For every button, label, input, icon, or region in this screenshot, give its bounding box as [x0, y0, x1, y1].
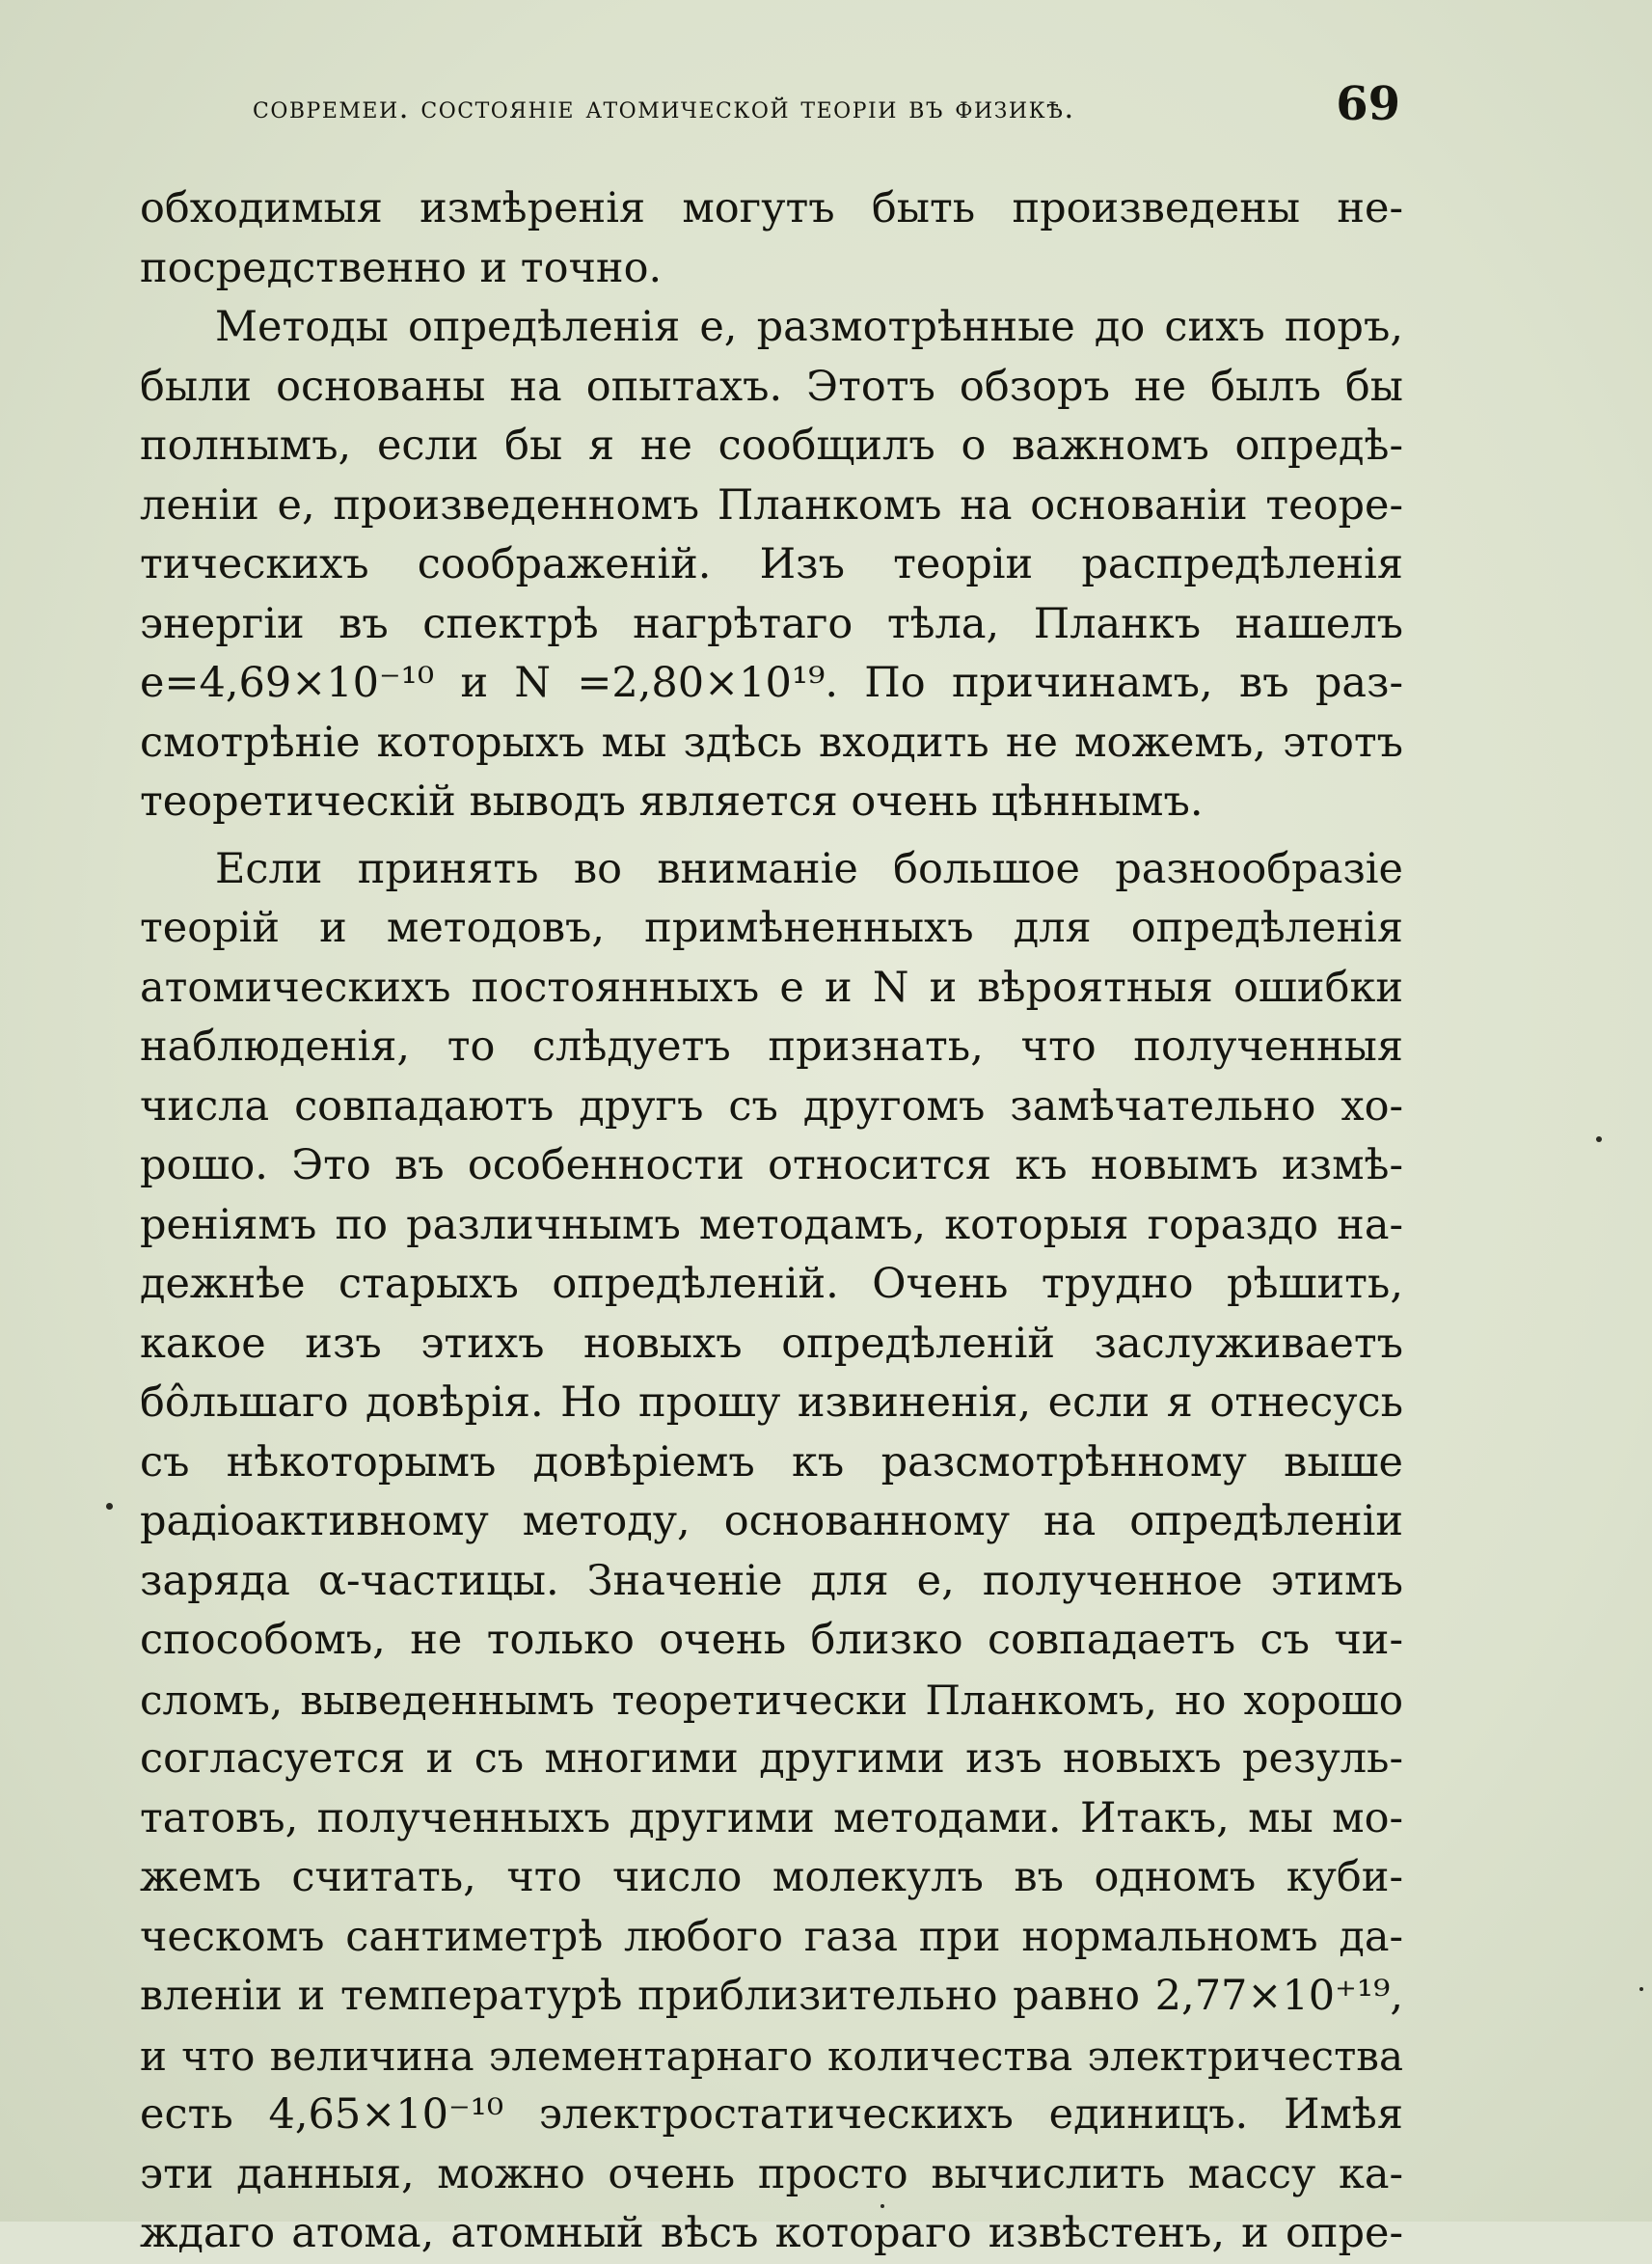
text-line: теорій и методовъ, примѣненныхъ для опредѣленія: [140, 904, 1403, 952]
text-line: леніи e, произведенномъ Планкомъ на основаніи теоре-: [140, 480, 1403, 530]
text-line: эти данныя, можно очень просто вычислить массу ка-: [140, 2149, 1403, 2198]
text-line: числа совпадаютъ другъ съ другомъ замѣчательно хо-: [140, 1081, 1403, 1131]
scan-speck: [880, 2204, 884, 2208]
text-line: реніямъ по различнымъ методамъ, которыя гораздо на-: [140, 1200, 1403, 1249]
text-line: есть 4,65×10⁻¹⁰ электростатическихъ единицъ. Имѣя: [140, 2090, 1403, 2139]
page-number: 69: [1336, 77, 1400, 131]
text-line: согласуется и съ многими другими изъ новыхъ резуль-: [140, 1734, 1403, 1783]
text-line: бо̂льшаго довѣрія. Но прошу извиненія, если я отнесусь: [140, 1378, 1403, 1427]
text-line: радіоактивному методу, основанному на опредѣленіи: [140, 1497, 1403, 1545]
paragraph: [140, 840, 1403, 2264]
text-line: полнымъ, если бы я не сообщилъ о важномъ опредѣ-: [140, 422, 1403, 470]
paragraph: [140, 298, 1403, 832]
text-line: вленіи и температурѣ приблизительно равно 2,77×10⁺¹⁹,: [140, 1972, 1403, 2020]
text-line: наблюденія, то слѣдуетъ признать, что полученныя: [140, 1023, 1403, 1071]
text-line: e=4,69×10⁻¹⁰ и N =2,80×10¹⁹. По причинамъ, въ раз-: [140, 659, 1403, 707]
running-title: совремеи. состояніе атомической теоріи въ физикѣ.: [253, 91, 1075, 125]
text-line: тическихъ соображеній. Изъ теоріи распредѣленія: [140, 540, 1403, 588]
text-line: жемъ считать, что число молекулъ въ одномъ куби-: [140, 1853, 1403, 1901]
text-line: рошо. Это въ особенности относится къ новымъ измѣ-: [140, 1141, 1403, 1189]
page-header: [253, 77, 1400, 145]
text-line: теоретическій выводъ является очень цѣннымъ.: [140, 777, 1204, 826]
text-line: Если принять во вниманіе большое разнообразіе: [215, 844, 1403, 893]
text-line: заряда α-частицы. Значеніе для e, полученное этимъ: [140, 1556, 1403, 1605]
text-line: ждаго атома, атомный вѣсъ котораго извѣстенъ, и опре-: [140, 2209, 1403, 2257]
text-line: обходимыя измѣренія могутъ быть произведены не-: [140, 184, 1403, 232]
text-line: ческомъ сантиметрѣ любого газа при нормальномъ да-: [140, 1912, 1403, 1961]
text-line: смотрѣніе которыхъ мы здѣсь входить не можемъ, этотъ: [140, 718, 1403, 767]
text-line: какое изъ этихъ новыхъ опредѣленій заслуживаетъ: [140, 1319, 1403, 1368]
text-line: сломъ, выведеннымъ теоретически Планкомъ, но хорошо: [140, 1676, 1403, 1724]
text-line: были основаны на опытахъ. Этотъ обзоръ не былъ бы: [140, 362, 1403, 411]
text-line: съ нѣкоторымъ довѣріемъ къ разсмотрѣнному выше: [140, 1437, 1403, 1487]
text-line: способомъ, не только очень близко совпадаетъ съ чи-: [140, 1616, 1403, 1664]
text-line: и что величина элементарнаго количества электричества: [140, 2032, 1403, 2080]
text-line: атомическихъ постоянныхъ e и N и вѣроятныя ошибки: [140, 963, 1403, 1012]
scan-speck: [1596, 1136, 1602, 1142]
text-line: Методы опредѣленія e, размотрѣнные до сихъ поръ,: [215, 303, 1403, 351]
text-line: дежнѣе старыхъ опредѣленій. Очень трудно рѣшить,: [140, 1260, 1403, 1308]
text-line: посредственно и точно.: [140, 243, 663, 292]
text-line: энергіи въ спектрѣ нагрѣтаго тѣла, Планкъ нашелъ: [140, 599, 1403, 648]
text-line: татовъ, полученныхъ другими методами. Итакъ, мы мо-: [140, 1793, 1403, 1842]
scan-speck: [106, 1503, 113, 1510]
body-text: [140, 179, 1403, 2264]
scan-speck: [1639, 1987, 1643, 1991]
paragraph: [140, 179, 1403, 298]
